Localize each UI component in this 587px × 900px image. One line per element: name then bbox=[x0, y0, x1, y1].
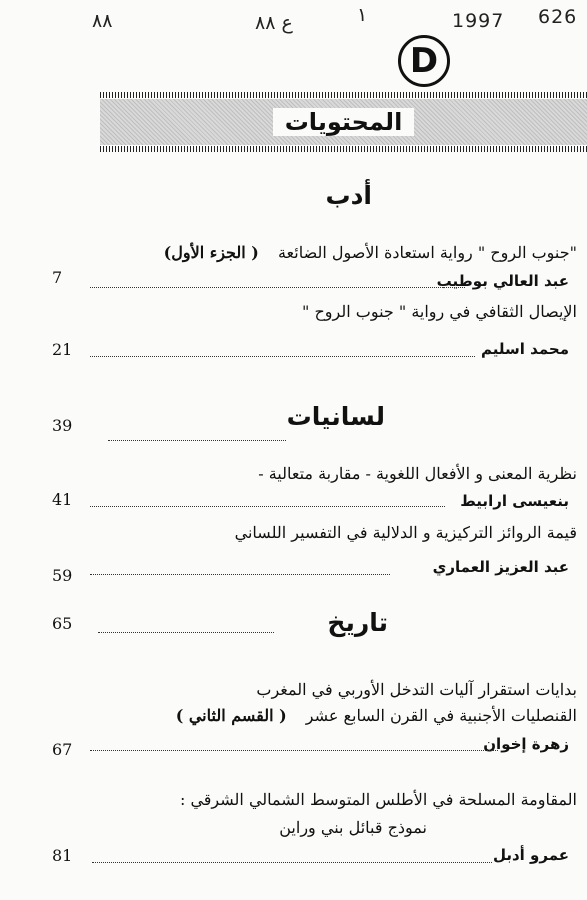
handwritten-middle-mark: ع ٨٨ bbox=[255, 12, 293, 34]
page-number: 41 bbox=[52, 490, 73, 509]
page-number: 21 bbox=[52, 340, 73, 359]
handwritten-number: 626 bbox=[538, 6, 578, 28]
page-number: 7 bbox=[52, 268, 63, 287]
handwritten-year: 1997 bbox=[452, 10, 505, 32]
contents-banner bbox=[100, 99, 587, 145]
toc-entry-subtitle: نموذج قبائل بني وراين bbox=[279, 818, 427, 837]
leader-dots bbox=[90, 750, 498, 751]
page-number: 59 bbox=[52, 566, 73, 585]
toc-entry-author: عبد العزيز العماري bbox=[432, 558, 569, 576]
section-heading-lisaniyat bbox=[230, 402, 385, 442]
library-stamp bbox=[398, 35, 450, 87]
leader-dots bbox=[90, 574, 390, 575]
page-number: 81 bbox=[52, 846, 73, 865]
leader-dots bbox=[90, 506, 445, 507]
stamp-letter: D bbox=[409, 41, 439, 81]
toc-entry-title: بدايات استقرار آليات التدخل الأوربي في المغرب bbox=[256, 680, 577, 699]
toc-entry-author: عبد العالي بوطيب bbox=[436, 272, 569, 290]
section-title: لسانيات bbox=[286, 402, 385, 431]
toc-entry-subtitle: القنصليات الأجنبية في القرن السابع عشر ( القسم الثاني ) bbox=[175, 706, 577, 725]
leader-dots bbox=[90, 287, 465, 288]
banner-bottom-rule bbox=[100, 146, 587, 152]
toc-entry-part: ( القسم الثاني ) bbox=[175, 706, 287, 725]
leader-dots bbox=[90, 356, 475, 357]
banner-top-rule bbox=[100, 92, 587, 98]
toc-entry-title: "جنوب الروح " رواية استعادة الأصول الضائعة ( الجزء الأول) bbox=[163, 243, 577, 262]
toc-entry-author: عمرو أدبل bbox=[492, 846, 569, 864]
handwritten-tick-mark: ١ bbox=[357, 4, 368, 26]
section-heading-adab bbox=[300, 181, 372, 221]
section-title: تاريخ bbox=[327, 608, 388, 637]
section-title: أدب bbox=[325, 181, 372, 210]
toc-entry-part: ( الجزء الأول) bbox=[163, 243, 259, 262]
page-number: 67 bbox=[52, 740, 73, 759]
page-number: 39 bbox=[52, 416, 73, 435]
toc-entry-author: محمد اسليم bbox=[481, 340, 569, 358]
toc-entry-title: قيمة الروائز التركيزية و الدلالية في التفسير اللساني bbox=[234, 523, 577, 542]
page-number: 65 bbox=[52, 614, 73, 633]
toc-entry-title: نظرية المعنى و الأفعال اللغوية - مقاربة متعالية - bbox=[258, 464, 577, 483]
toc-entry-author: بنعيسى ارابيط bbox=[460, 492, 569, 510]
leader-dots bbox=[108, 440, 286, 441]
handwritten-left-mark: ٨٨ bbox=[92, 10, 113, 32]
toc-entry-title: الإيصال الثقافي في رواية " جنوب الروح " bbox=[302, 302, 577, 321]
toc-entry-title: المقاومة المسلحة في الأطلس المتوسط الشمالي الشرقي : bbox=[179, 790, 577, 809]
toc-entry-author: زهرة إخوان bbox=[483, 735, 569, 753]
leader-dots bbox=[98, 632, 274, 633]
section-heading-tarikh bbox=[280, 608, 388, 648]
leader-dots bbox=[92, 862, 492, 863]
page-title: المحتويات bbox=[273, 108, 415, 136]
